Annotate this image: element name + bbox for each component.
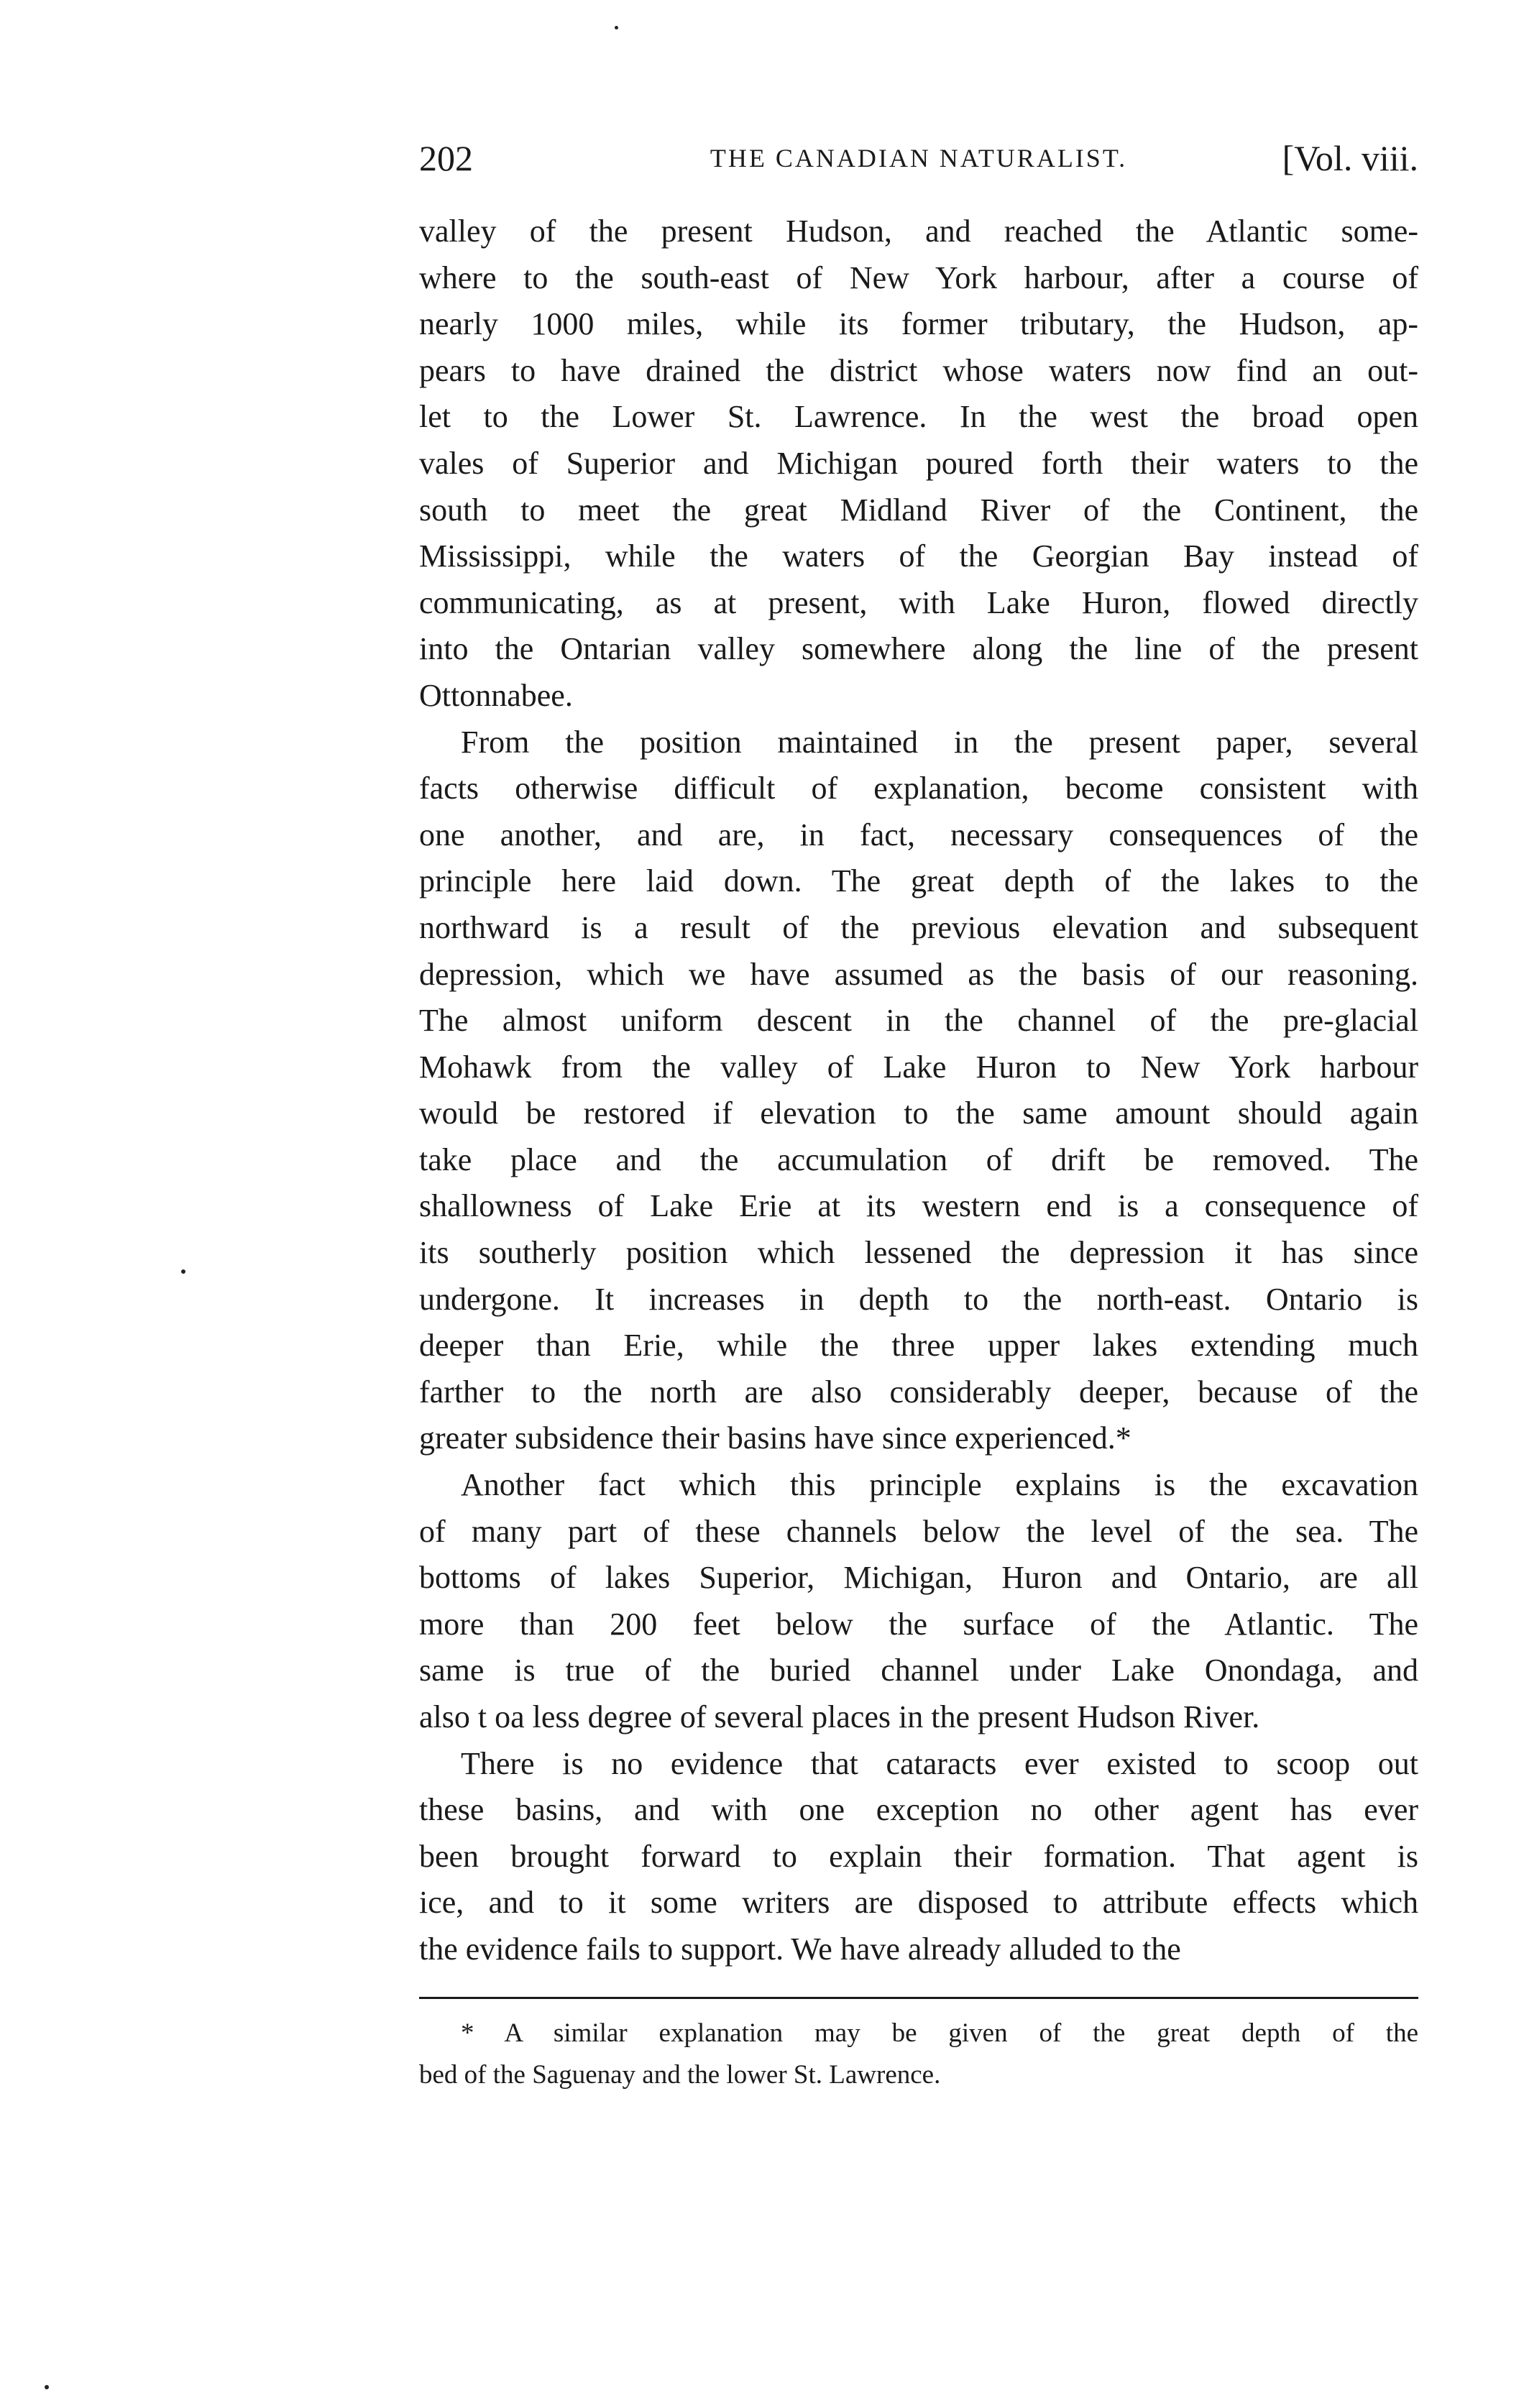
scan-speck xyxy=(181,1269,185,1274)
text-line: these basins, and with one exception no other agent has ever xyxy=(419,1792,1418,1828)
page-number: 202 xyxy=(419,138,473,178)
volume-label: [Vol. viii. xyxy=(1282,138,1418,178)
footnote-line: * A similar explanation may be given of the great depth of the xyxy=(461,2018,1418,2048)
text-line: undergone. It increases in depth to the north-east. Ontario is xyxy=(419,1281,1418,1317)
footnote-line: bed of the Saguenay and the lower St. Lawrence. xyxy=(419,2060,941,2090)
text-line: south to meet the great Midland River of the Continent, the xyxy=(419,492,1418,528)
text-line: Ottonnabee. xyxy=(419,677,573,713)
text-line: where to the south-east of New York harbour, after a course of xyxy=(419,259,1418,295)
text-line: one another, and are, in fact, necessary consequences of the xyxy=(419,817,1418,853)
running-title: THE CANADIAN NATURALIST. xyxy=(710,144,1128,173)
running-header xyxy=(419,129,1418,187)
text-line: farther to the north are also considerably deeper, because of the xyxy=(419,1374,1418,1410)
body-text xyxy=(419,208,1418,1973)
text-line: more than 200 feet below the surface of the Atlantic. The xyxy=(419,1606,1418,1642)
text-line: let to the Lower St. Lawrence. In the west the broad open xyxy=(419,399,1418,435)
text-line: vales of Superior and Michigan poured forth their waters to the xyxy=(419,445,1418,481)
text-line: same is true of the buried channel under Lake Onondaga, and xyxy=(419,1653,1418,1688)
text-line: communicating, as at present, with Lake Huron, flowed directly xyxy=(419,584,1418,620)
text-line: From the position maintained in the present paper, several xyxy=(461,724,1418,760)
text-line: its southerly position which lessened the depression it has since xyxy=(419,1235,1418,1271)
text-line: greater subsidence their basins have since experienced.* xyxy=(419,1420,1131,1456)
text-line: nearly 1000 miles, while its former tributary, the Hudson, ap- xyxy=(419,306,1418,342)
text-line: take place and the accumulation of drift be removed. The xyxy=(419,1141,1418,1177)
paragraph xyxy=(419,1741,1418,1973)
text-line: depression, which we have assumed as the basis of our reasoning. xyxy=(419,956,1418,992)
text-line: deeper than Erie, while the three upper lakes extending much xyxy=(419,1328,1418,1364)
text-line: Another fact which this principle explains is the excavation xyxy=(461,1467,1418,1503)
text-line: bottoms of lakes Superior, Michigan, Huron and Ontario, are all xyxy=(419,1560,1418,1596)
text-line: into the Ontarian valley somewhere along the line of the present xyxy=(419,631,1418,667)
text-line: the evidence fails to support. We have already alluded to the xyxy=(419,1931,1181,1967)
footnote-rule xyxy=(419,1997,1418,1999)
text-line: The almost uniform descent in the channel of the pre-glacial xyxy=(419,1003,1418,1039)
text-line: ice, and to it some writers are disposed to attribute effects which xyxy=(419,1885,1418,1921)
text-line: Mohawk from the valley of Lake Huron to New York harbour xyxy=(419,1049,1418,1085)
footnote xyxy=(419,2013,1418,2096)
text-line: of many part of these channels below the level of the sea. The xyxy=(419,1513,1418,1549)
text-line: also t oa less degree of several places in the present Hudson River. xyxy=(419,1699,1260,1734)
text-line: valley of the present Hudson, and reached the Atlantic some- xyxy=(419,213,1418,249)
text-line: shallowness of Lake Erie at its western end is a consequence of xyxy=(419,1188,1418,1224)
text-line: facts otherwise difficult of explanation, become consistent with xyxy=(419,771,1418,807)
text-line: There is no evidence that cataracts ever existed to scoop out xyxy=(461,1745,1418,1781)
text-line: would be restored if elevation to the same amount should again xyxy=(419,1095,1418,1131)
paragraph xyxy=(419,1462,1418,1741)
text-line: northward is a result of the previous elevation and subsequent xyxy=(419,909,1418,945)
text-line: been brought forward to explain their formation. That agent is xyxy=(419,1838,1418,1874)
paragraph xyxy=(419,720,1418,1463)
scan-speck xyxy=(45,2385,49,2389)
text-line: pears to have drained the district whose waters now find an out- xyxy=(419,352,1418,388)
text-line: principle here laid down. The great depth of the lakes to the xyxy=(419,863,1418,899)
text-line: Mississippi, while the waters of the Georgian Bay instead of xyxy=(419,538,1418,574)
paragraph xyxy=(419,208,1418,720)
scan-speck xyxy=(615,26,618,29)
